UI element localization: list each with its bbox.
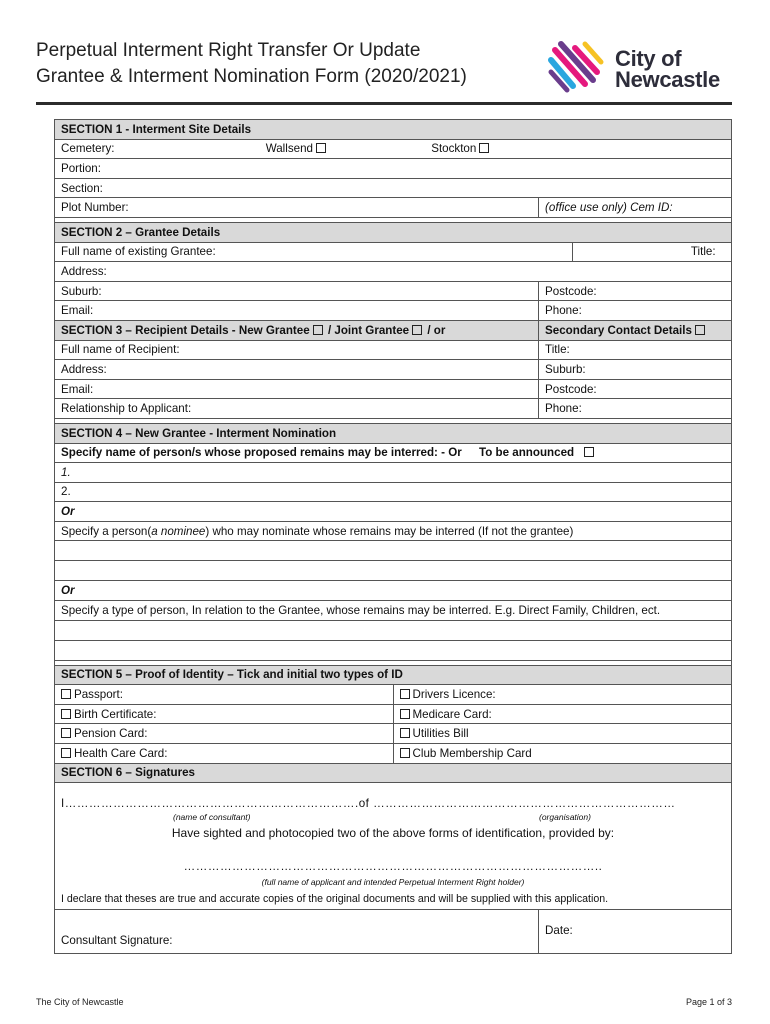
new-grantee-checkbox[interactable]	[313, 325, 323, 335]
grantee-email-field[interactable]: Email:	[55, 301, 539, 321]
drivers-licence-checkbox[interactable]	[400, 689, 410, 699]
or-label-1: Or	[55, 502, 732, 522]
joint-grantee-checkbox[interactable]	[412, 325, 422, 335]
utilities-bill-checkbox[interactable]	[400, 728, 410, 738]
passport-option[interactable]: Passport:	[55, 685, 394, 705]
cemetery-row: Cemetery: Wallsend Stockton	[55, 139, 732, 159]
drivers-licence-option[interactable]: Drivers Licence:	[393, 685, 732, 705]
specify-names-row: Specify name of person/s whose proposed remains may be interred: - Or To be announced	[55, 443, 732, 463]
existing-grantee-name-field[interactable]: Full name of existing Grantee:	[55, 242, 573, 262]
interment-name-1-field[interactable]: 1.	[55, 463, 732, 483]
recipient-suburb-field[interactable]: Suburb:	[539, 360, 732, 380]
grantee-title-field[interactable]: Title:	[572, 242, 731, 262]
section-field[interactable]: Section:	[55, 178, 732, 198]
birth-certificate-checkbox[interactable]	[61, 709, 71, 719]
utilities-bill-option[interactable]: Utilities Bill	[393, 724, 732, 744]
specify-nominee-label: Specify a person(a nominee) who may nominate whose remains may be interred (If not the grantee)	[55, 521, 732, 541]
club-membership-checkbox[interactable]	[400, 748, 410, 758]
recipient-address-field[interactable]: Address:	[55, 360, 539, 380]
or-label-2: Or	[55, 581, 732, 601]
logo-text: City of Newcastle	[615, 46, 720, 92]
secondary-contact-checkbox[interactable]	[695, 325, 705, 335]
recipient-postcode-field[interactable]: Postcode:	[539, 379, 732, 399]
consultant-declaration-block	[55, 783, 732, 910]
grantee-phone-field[interactable]: Phone:	[539, 301, 732, 321]
city-of-newcastle-logo	[545, 38, 740, 94]
person-type-field-2[interactable]	[55, 640, 732, 660]
health-care-card-option[interactable]: Health Care Card:	[55, 744, 394, 764]
declaration-text: I declare that theses are true and accurate copies of the original documents and will be supplied with this application.	[61, 893, 609, 906]
interment-name-2-field[interactable]: 2.	[55, 482, 732, 502]
wallsend-checkbox[interactable]	[316, 143, 326, 153]
header-divider	[36, 102, 732, 105]
pension-card-checkbox[interactable]	[61, 728, 71, 738]
name-of-consultant-caption: (name of consultant)	[173, 812, 251, 823]
pension-card-option[interactable]: Pension Card:	[55, 724, 394, 744]
application-form	[54, 119, 732, 954]
section4-heading: SECTION 4 – New Grantee - Interment Nomination	[55, 423, 732, 443]
organisation-caption: (organisation)	[539, 812, 591, 823]
page-number: Page 1 of 3	[686, 997, 733, 1007]
grantee-postcode-field[interactable]: Postcode:	[539, 281, 732, 301]
recipient-name-field[interactable]: Full name of Recipient:	[55, 340, 539, 360]
consultant-signature-field[interactable]: Consultant Signature:	[55, 910, 539, 954]
medicare-card-option[interactable]: Medicare Card:	[393, 704, 732, 724]
section5-heading: SECTION 5 – Proof of Identity – Tick and initial two types of ID	[55, 665, 732, 685]
medicare-card-checkbox[interactable]	[400, 709, 410, 719]
form-title-line1: Perpetual Interment Right Transfer Or Update	[36, 40, 421, 61]
section2-heading: SECTION 2 – Grantee Details	[55, 222, 732, 242]
nominee-field-2[interactable]	[55, 561, 732, 581]
sighted-text: Have sighted and photocopied two of the above forms of identification, provided by:	[171, 826, 615, 841]
grantee-address-field[interactable]: Address:	[55, 262, 732, 282]
logo-mark-icon	[545, 38, 609, 94]
signature-date-field[interactable]: Date:	[539, 910, 732, 954]
footer-organisation: The City of Newcastle	[36, 997, 124, 1007]
applicant-caption: (full name of applicant and intended Perpetual Interment Right holder)	[261, 877, 525, 888]
section3-heading: SECTION 3 – Recipient Details - New Grantee / Joint Grantee / or	[55, 320, 539, 340]
recipient-phone-field[interactable]: Phone:	[539, 399, 732, 419]
to-be-announced-checkbox[interactable]	[584, 447, 594, 457]
recipient-title-field[interactable]: Title:	[539, 340, 732, 360]
stockton-checkbox[interactable]	[479, 143, 489, 153]
section1-heading: SECTION 1 - Interment Site Details	[55, 120, 732, 140]
form-title-line2: Grantee & Interment Nomination Form (2020/2021)	[36, 66, 467, 87]
club-membership-option[interactable]: Club Membership Card	[393, 744, 732, 764]
health-care-card-checkbox[interactable]	[61, 748, 71, 758]
portion-field[interactable]: Portion:	[55, 159, 732, 179]
applicant-name-line[interactable]: …………………………………………………………………………………………..	[183, 860, 603, 874]
nominee-field-1[interactable]	[55, 541, 732, 561]
recipient-email-field[interactable]: Email:	[55, 379, 539, 399]
consultant-org-line[interactable]: I……………………………………………………………….of …………………………………………………………………	[61, 797, 676, 811]
section6-heading: SECTION 6 – Signatures	[55, 763, 732, 783]
relationship-field[interactable]: Relationship to Applicant:	[55, 399, 539, 419]
grantee-suburb-field[interactable]: Suburb:	[55, 281, 539, 301]
birth-certificate-option[interactable]: Birth Certificate:	[55, 704, 394, 724]
person-type-field-1[interactable]	[55, 620, 732, 640]
secondary-contact-heading: Secondary Contact Details	[539, 320, 732, 340]
cem-id-field[interactable]: (office use only) Cem ID:	[539, 198, 732, 218]
passport-checkbox[interactable]	[61, 689, 71, 699]
specify-type-label: Specify a type of person, In relation to the Grantee, whose remains may be interred. E.g. Direct Family, Children, ect.	[55, 601, 732, 621]
plot-number-field[interactable]: Plot Number:	[55, 198, 539, 218]
